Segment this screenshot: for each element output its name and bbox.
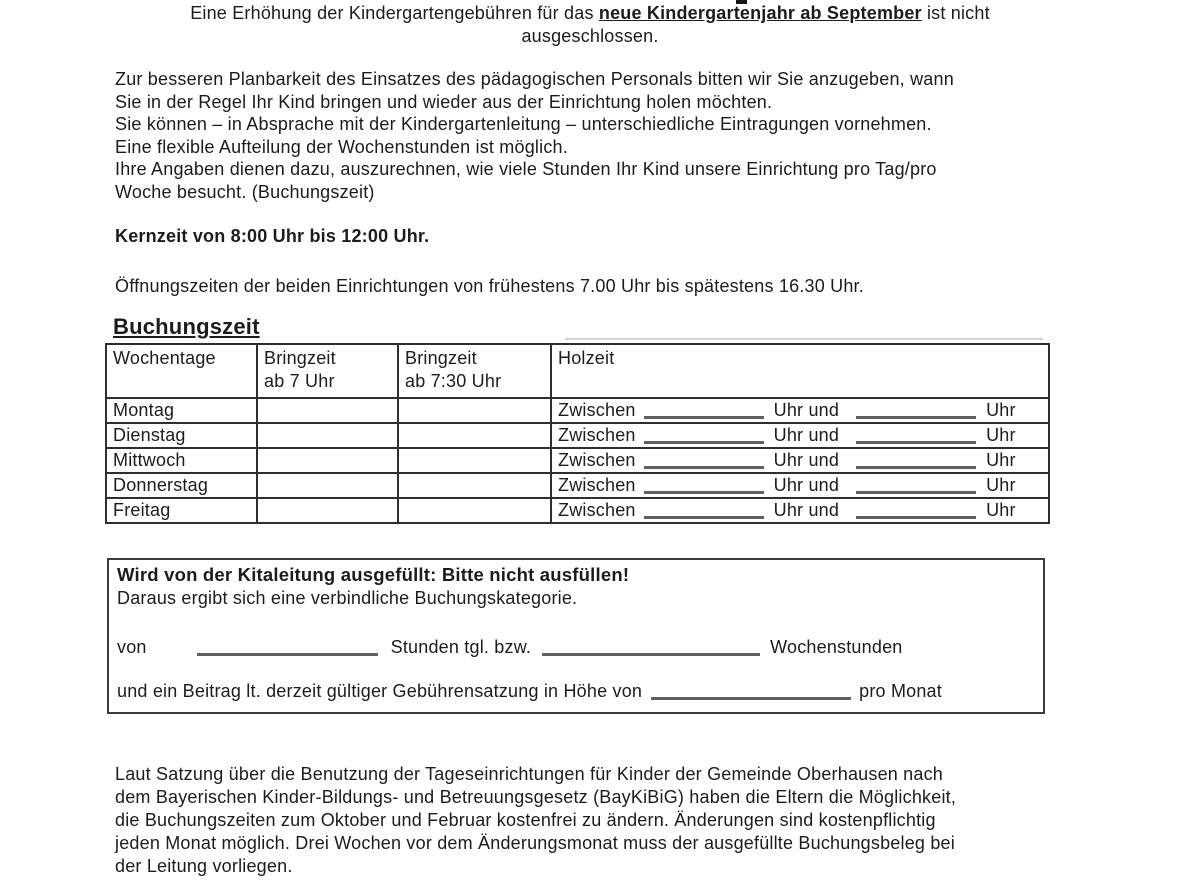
paragraph-line: Woche besucht. (Buchungszeit) — [115, 181, 375, 202]
paragraph-line: Sie in der Regel Ihr Kind bringen und wieder aus der Einrichtung holen möchten. — [115, 91, 773, 112]
header-line: ab 7 Uhr — [264, 371, 335, 391]
scan-artifact-line — [565, 338, 1043, 340]
satzung-paragraph — [115, 763, 1045, 878]
bringzeit-730-cell — [398, 448, 551, 473]
bringzeit-7-cell — [257, 473, 398, 498]
table-row-donnerstag — [106, 473, 1049, 498]
bringzeit-730-cell — [398, 498, 551, 523]
box-hours-line — [117, 637, 1043, 658]
bringzeit-7-cell — [257, 448, 398, 473]
header-line: ab 7:30 Uhr — [405, 371, 502, 391]
paragraph-line: die Buchungszeiten zum Oktober und Februar kostenfrei zu ändern. Änderungen sind kostenpflichtig — [115, 810, 936, 830]
box-title: Wird von der Kitaleitung ausgefüllt: Bitte nicht ausfüllen! — [117, 564, 630, 585]
holzeit-cell — [551, 423, 1049, 448]
intro-line-2: ausgeschlossen. — [521, 26, 659, 46]
holzeit-pre-label: Zwischen — [558, 450, 636, 470]
paragraph-line: jeden Monat möglich. Drei Wochen vor dem Änderungsmonat muss der ausgefüllte Buchungsbeleg bei — [115, 833, 955, 853]
time-to-blank — [856, 505, 976, 519]
paragraph-line: der Leitung vorliegen. — [115, 856, 293, 876]
bringzeit-7-cell — [257, 498, 398, 523]
hours-per-week-blank — [542, 642, 760, 656]
day-cell: Dienstag — [106, 423, 257, 448]
pro-monat-label: pro Monat — [859, 681, 942, 701]
holzeit-pre-label: Zwischen — [558, 500, 636, 520]
intro-line-1 — [0, 2, 1180, 25]
bringzeit-730-cell — [398, 398, 551, 423]
time-from-blank — [644, 480, 764, 494]
header-bringzeit-730 — [398, 344, 551, 398]
day-cell: Montag — [106, 398, 257, 423]
holzeit-mid-label: Uhr und — [773, 425, 840, 445]
time-to-blank — [856, 430, 976, 444]
intro-text-post: ist nicht — [921, 3, 990, 23]
table-row-montag — [106, 398, 1049, 423]
holzeit-mid-label: Uhr und — [773, 400, 840, 420]
table-row-dienstag — [106, 423, 1049, 448]
holzeit-mid-label: Uhr und — [773, 500, 840, 520]
header-line: Bringzeit — [264, 348, 336, 368]
planning-paragraph — [115, 68, 1045, 204]
table-row-mittwoch — [106, 448, 1049, 473]
bringzeit-730-cell — [398, 423, 551, 448]
table-row-freitag — [106, 498, 1049, 523]
holzeit-post-label: Uhr — [986, 450, 1016, 470]
booking-section-heading: Buchungszeit — [113, 314, 260, 339]
day-cell: Donnerstag — [106, 473, 257, 498]
header-wochentage: Wochentage — [106, 344, 257, 398]
table-header-row — [106, 344, 1049, 398]
paragraph-line: Laut Satzung über die Benutzung der Tageseinrichtungen für Kinder der Gemeinde Oberhausen nach — [115, 764, 944, 784]
holzeit-mid-label: Uhr und — [773, 450, 840, 470]
paragraph-line: Sie können – in Absprache mit der Kindergartenleitung – unterschiedliche Eintragungen vornehmen. — [115, 114, 932, 135]
holzeit-cell — [551, 473, 1049, 498]
holzeit-post-label: Uhr — [986, 425, 1016, 445]
kita-admin-box — [107, 558, 1045, 714]
day-cell: Freitag — [106, 498, 257, 523]
time-to-blank — [856, 455, 976, 469]
holzeit-mid-label: Uhr und — [773, 475, 840, 495]
time-from-blank — [644, 505, 764, 519]
header-holzeit: Holzeit — [551, 344, 1049, 398]
header-line: Bringzeit — [405, 348, 477, 368]
fee-label: und ein Beitrag lt. derzeit gültiger Gebührensatzung in Höhe von — [117, 681, 643, 701]
time-from-blank — [644, 405, 764, 419]
fee-amount-blank — [651, 686, 851, 700]
intro-emphasis: neue Kindergartenjahr ab September — [598, 3, 922, 23]
holzeit-post-label: Uhr — [986, 400, 1016, 420]
paragraph-line: Zur besseren Planbarkeit des Einsatzes des pädagogischen Personals bitten wir Sie anzugeben, wann — [115, 69, 954, 89]
box-subtitle: Daraus ergibt sich eine verbindliche Buchungskategorie. — [117, 588, 578, 608]
intro-paragraph — [0, 2, 1180, 48]
holzeit-pre-label: Zwischen — [558, 425, 636, 445]
opening-hours-note: Öffnungszeiten der beiden Einrichtungen von frühestens 7.00 Uhr bis spätestens 16.30 Uhr. — [115, 276, 864, 296]
holzeit-post-label: Uhr — [986, 500, 1016, 520]
bringzeit-7-cell — [257, 398, 398, 423]
holzeit-cell — [551, 448, 1049, 473]
holzeit-post-label: Uhr — [986, 475, 1016, 495]
holzeit-pre-label: Zwischen — [558, 475, 636, 495]
paragraph-line: Ihre Angaben dienen dazu, auszurechnen, wie viele Stunden Ihr Kind unsere Einrichtung pro Tag/pro — [115, 159, 937, 180]
time-to-blank — [856, 480, 976, 494]
time-to-blank — [856, 405, 976, 419]
holzeit-cell — [551, 498, 1049, 523]
von-label: von — [117, 637, 147, 657]
hours-per-day-blank — [197, 642, 378, 656]
bringzeit-730-cell — [398, 473, 551, 498]
time-from-blank — [644, 430, 764, 444]
holzeit-cell — [551, 398, 1049, 423]
holzeit-pre-label: Zwischen — [558, 400, 636, 420]
header-bringzeit-7 — [257, 344, 398, 398]
booking-table — [105, 343, 1050, 524]
box-fee-line — [117, 681, 1043, 702]
wochenstunden-label: Wochenstunden — [770, 637, 903, 657]
time-from-blank — [644, 455, 764, 469]
paragraph-line: Eine flexible Aufteilung der Wochenstunden ist möglich. — [115, 136, 568, 157]
kernzeit-note: Kernzeit von 8:00 Uhr bis 12:00 Uhr. — [115, 226, 430, 246]
bringzeit-7-cell — [257, 423, 398, 448]
paragraph-line: dem Bayerischen Kinder-Bildungs- und Betreuungsgesetz (BayKiBiG) haben die Eltern die Möglichkeit, — [115, 787, 957, 807]
stunden-label: Stunden tgl. bzw. — [390, 637, 532, 657]
intro-text-pre: Eine Erhöhung der Kindergartengebühren für das — [190, 3, 599, 23]
day-cell: Mittwoch — [106, 448, 257, 473]
